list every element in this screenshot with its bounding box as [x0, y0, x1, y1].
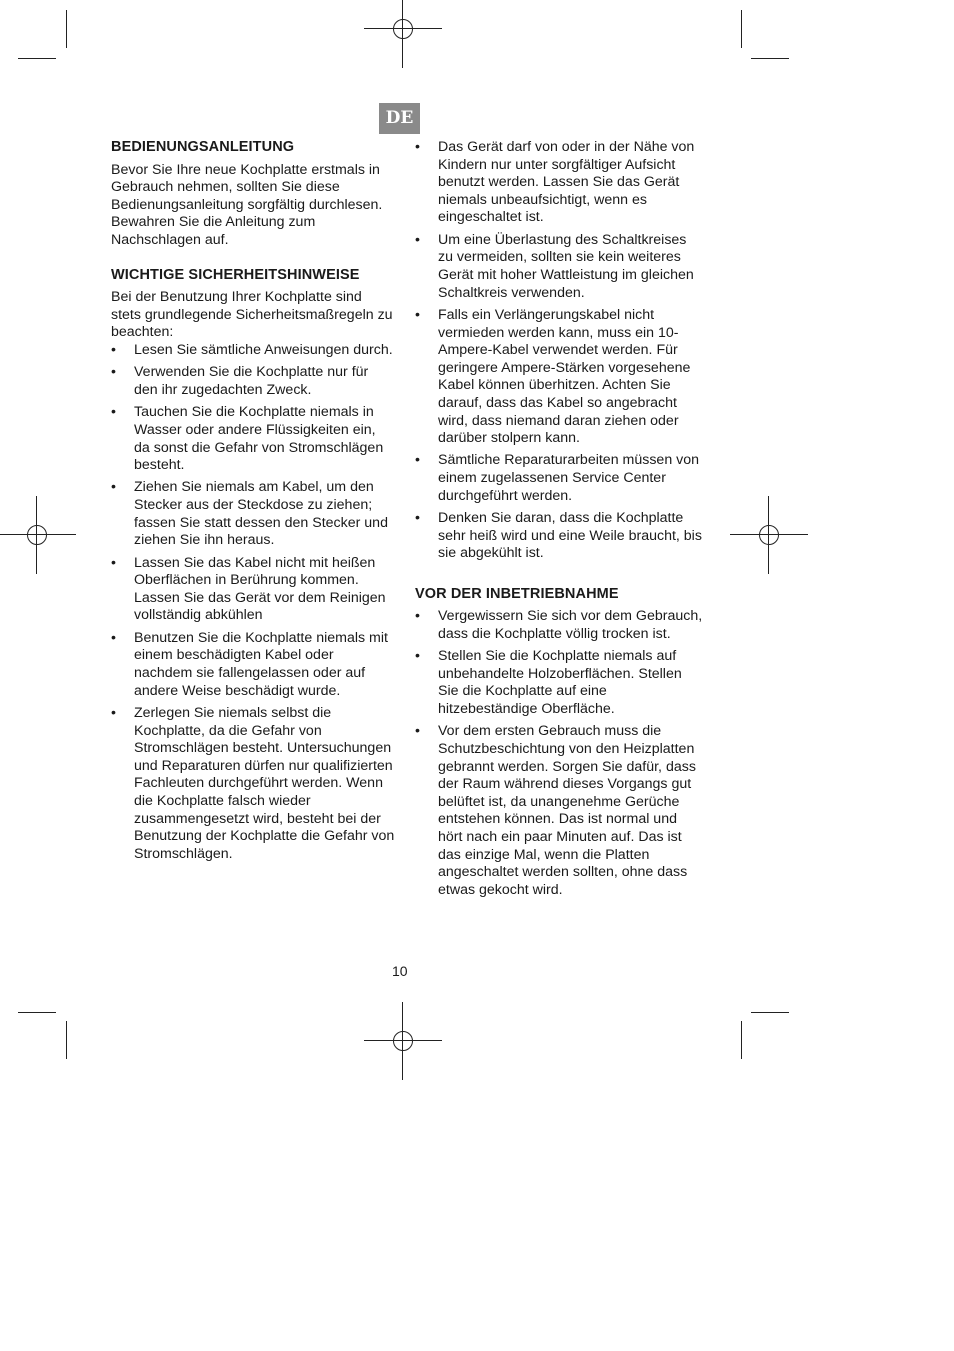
- before-use-list: [415, 608, 705, 899]
- bullet-icon: •: [111, 404, 116, 421]
- page-number: 10: [392, 963, 408, 979]
- list-item: • Zerlegen Sie niemals selbst die Kochplatte, da die Gefahr von Stromschlägen besteht. Untersuchungen und Reparaturen dürfen nur qualifizierten Fachleuten durchgeführt werden. Wenn die Kochplatte falsch wieder zusammengesetzt wird, besteht bei der Benutzung der Kochplatte die Gefahr von Stromschlägen.: [111, 705, 395, 862]
- bullet-icon: •: [415, 306, 420, 323]
- list-item: • Verwenden Sie die Kochplatte nur für den ihr zugedachten Zweck.: [111, 364, 369, 398]
- registration-mark-icon: [364, 1002, 442, 1080]
- bullet-icon: •: [415, 231, 420, 248]
- list-item: • Vergewissern Sie sich vor dem Gebrauch, dass die Kochplatte völlig trocken ist.: [415, 608, 703, 642]
- crop-mark: [66, 10, 67, 48]
- list-item: • Stellen Sie die Kochplatte niemals auf unbehandelte Holzoberflächen. Stellen Sie die Kochplatte auf eine hitzebeständige Oberfläche.: [415, 648, 682, 717]
- registration-mark-icon: [730, 496, 808, 574]
- bullet-icon: •: [415, 452, 420, 469]
- bullet-icon: •: [415, 608, 420, 625]
- registration-mark-icon: [0, 496, 76, 574]
- bullet-icon: •: [415, 723, 420, 740]
- right-column: [415, 139, 705, 904]
- bullet-icon: •: [415, 648, 420, 665]
- safety-list-continued: [415, 139, 705, 563]
- section-heading-before-use: VOR DER INBETRIEBNAHME: [415, 585, 619, 602]
- crop-mark: [751, 1012, 789, 1013]
- crop-mark: [741, 1021, 742, 1059]
- crop-mark: [18, 1012, 56, 1013]
- bullet-icon: •: [415, 510, 420, 527]
- bullet-icon: •: [111, 705, 116, 721]
- crop-mark: [741, 10, 742, 48]
- list-item: • Lassen Sie das Kabel nicht mit heißen Oberflächen in Berührung kommen. Lassen Sie das Gerät vor dem Reinigen vollständig abkühlen: [111, 554, 386, 624]
- list-item: • Tauchen Sie die Kochplatte niemals in Wasser oder andere Flüssigkeiten ein, da sonst die Gefahr von Stromschlägen besteht.: [111, 404, 384, 474]
- safety-list: [111, 342, 395, 863]
- list-item: • Falls ein Verlängerungskabel nicht vermieden werden kann, muss ein 10-Ampere-Kabel verwendet werden. Für geringere Ampere-Stärken vorgesehene Kabel können überhitzen. Achten Sie darauf, dass das Kabel so angebracht wird, dass niemand daran ziehen oder darüber stolpern kann.: [415, 306, 691, 447]
- crop-mark: [751, 58, 789, 59]
- safety-intro: Bei der Benutzung Ihrer Kochplatte sind stets grundlegende Sicherheitsmaßregeln zu beachten:: [111, 289, 393, 341]
- list-item: • Vor dem ersten Gebrauch muss die Schutzbeschichtung von den Heizplatten gebrannt werden. Sorgen Sie dafür, dass der Raum während dieses Vorgangs gut belüftet ist, da unangenehme Gerüche entstehen können. Das ist normal und hört nach ein paar Minuten auf. Das ist das einzige Mal, wenn die Platten angeschaltet werden sollten, ohne dass etwas gekocht wird.: [415, 723, 696, 898]
- instructions-paragraph: Bevor Sie Ihre neue Kochplatte erstmals in Gebrauch nehmen, sollten Sie diese Bedienungsanleitung sorgfältig durchlesen. Bewahren Sie die Anleitung zum Nachschlagen auf.: [111, 161, 383, 248]
- list-item: • Sämtliche Reparaturarbeiten müssen von einem zugelassenen Service Center durchgeführt werden.: [415, 452, 700, 504]
- bullet-icon: •: [415, 139, 420, 155]
- list-item: • Um eine Überlastung des Schaltkreises zu vermeiden, sollten sie kein weiteres Gerät mit hoher Wattleistung im gleichen Schaltkreis verwenden.: [415, 231, 694, 301]
- list-item: • Ziehen Sie niemals am Kabel, um den Stecker aus der Steckdose zu ziehen; fassen Sie statt dessen den Stecker und ziehen Sie ihn heraus.: [111, 479, 388, 549]
- registration-mark-icon: [364, 0, 442, 68]
- bullet-icon: •: [111, 364, 116, 381]
- language-badge: DE: [379, 103, 420, 134]
- bullet-icon: •: [111, 629, 116, 646]
- left-column: [111, 139, 395, 868]
- crop-mark: [66, 1021, 67, 1059]
- list-item: • Denken Sie daran, dass die Kochplatte sehr heiß wird und eine Weile braucht, bis sie abgekühlt ist.: [415, 510, 702, 562]
- crop-mark: [18, 58, 56, 59]
- list-item: • Benutzen Sie die Kochplatte niemals mit einem beschädigten Kabel oder nachdem sie fallengelassen oder auf andere Weise beschädigt wurde.: [111, 629, 388, 699]
- list-item: • Das Gerät darf von oder in der Nähe von Kindern nur unter sorgfältiger Aufsicht benutzt werden. Lassen Sie das Gerät niemals unbeaufsichtigt, wenn es eingeschaltet ist.: [415, 139, 695, 226]
- bullet-icon: •: [111, 554, 116, 571]
- list-item: • Lesen Sie sämtliche Anweisungen durch.: [111, 341, 393, 358]
- bullet-icon: •: [111, 341, 116, 358]
- section-heading-safety: WICHTIGE SICHERHEITSHINWEISE: [111, 266, 360, 283]
- section-heading-instructions: BEDIENUNGSANLEITUNG: [111, 139, 295, 155]
- bullet-icon: •: [111, 479, 116, 496]
